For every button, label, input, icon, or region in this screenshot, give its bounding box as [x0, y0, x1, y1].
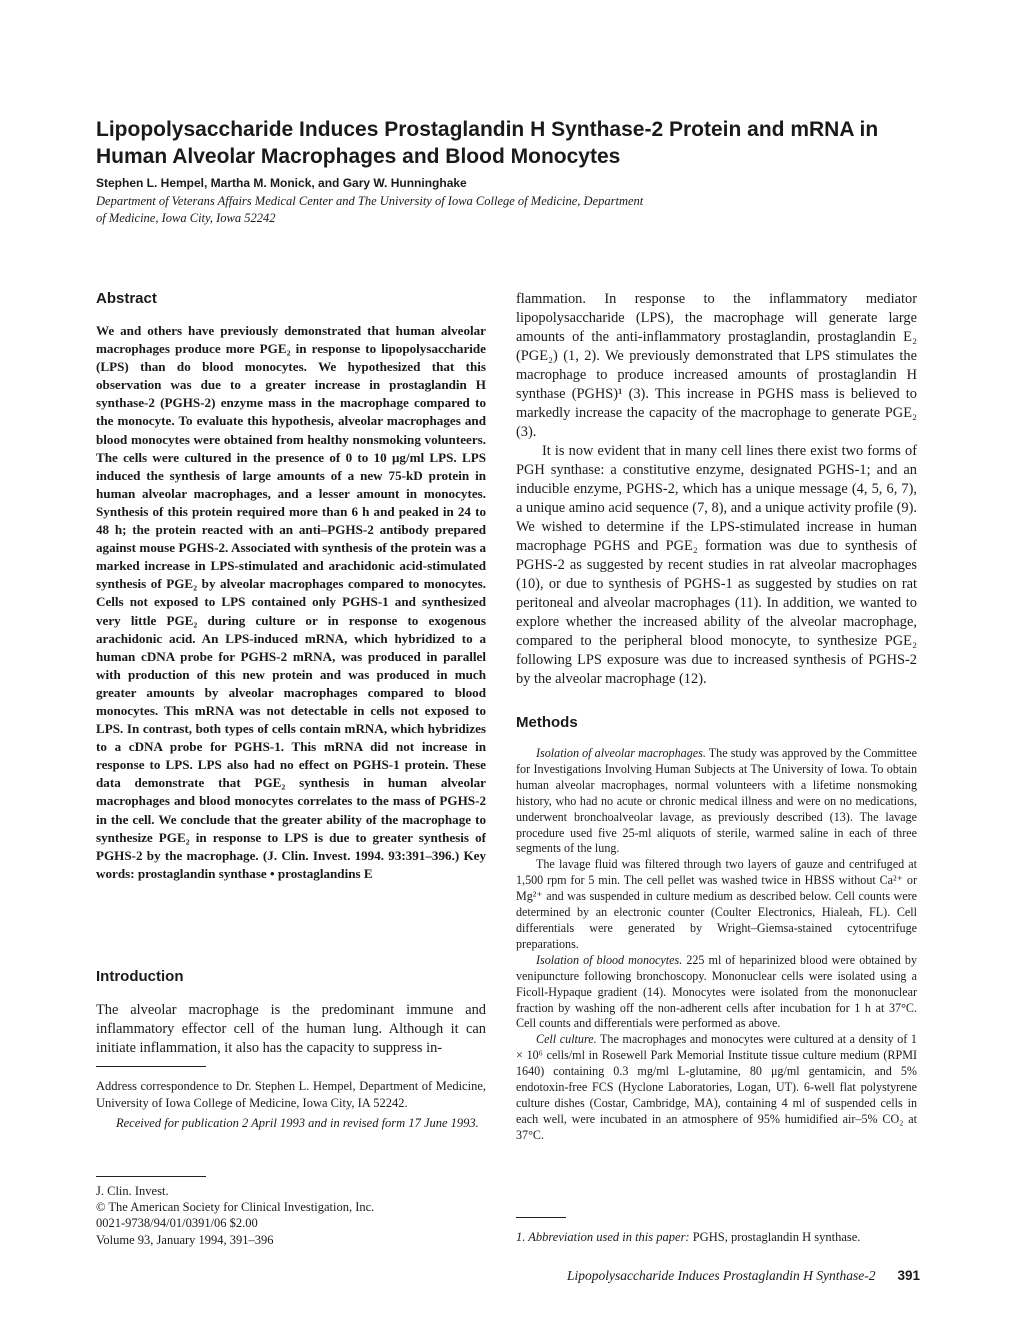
- running-title: Lipopolysaccharide Induces Prostaglandin H Synthase-2: [567, 1268, 876, 1283]
- running-footer: [500, 1268, 920, 1284]
- publication-info: [96, 1183, 486, 1248]
- received-note: Received for publication 2 April 1993 and in revised form 17 June 1993.: [116, 1116, 479, 1130]
- methods-heading: Methods: [516, 714, 578, 731]
- abstract-heading: Abstract: [96, 290, 157, 307]
- introduction-paragraph-2: It is now evident that in many cell lines there exist two forms of PGH synthase: a constitutive enzyme, designated PGHS-1; and an inducible enzyme, PGHS-2, which has a unique message (4, 5, 6, 7), a unique amino acid sequence (7, 8), and a unique activity profile (9). We wished to determine if the LPS-stimulated increase in human macrophage PGHS and PGE₂ formation was due to synthesis of PGHS-2 as suggested by recent studies in rat alveolar macrophages (10), or due to synthesis of PGHS-1 as suggested by studies on rat peritoneal and alveolar macrophages (11). In addition, we wanted to explore whether the increased ability of the alveolar macrophage, compared to the peripheral blood monocyte, to synthesize PGE₂ following LPS exposure was due to increased synthesis of PGHS-2 by the alveolar macrophage (12).: [516, 443, 917, 687]
- abbreviation-footnote: [516, 1229, 917, 1245]
- copyright-line: © The American Society for Clinical Investigation, Inc.: [96, 1200, 375, 1215]
- introduction-continued: [516, 290, 917, 689]
- volume-line: Volume 93, January 1994, 391–396: [96, 1232, 274, 1247]
- introduction-paragraph-1: The alveolar macrophage is the predominant immune and inflammatory effector cell of the human lung. Although it can initiate inflammation, it also has the capacity to suppress in-: [96, 1002, 486, 1056]
- affiliation: Department of Veterans Affairs Medical Center and The University of Iowa College of Medicine, Department of Medicine, Iowa City, Iowa 52242: [96, 194, 644, 225]
- alveolar-subheading: Isolation of alveolar macrophages.: [536, 746, 706, 760]
- methods-paragraph-monocytes: [516, 953, 917, 1033]
- author-list: Stephen L. Hempel, Martha M. Monick, and Gary W. Hunninghake: [96, 176, 467, 190]
- methods-section: [516, 714, 917, 1144]
- alveolar-text: The study was approved by the Committee for Investigations Involving Human Subjects at The University of Iowa. To obtain human alveolar macrophages, normal volunteers with a lifetime nonsmoking history, who had no acute or chronic medical illness and were on no medications, underwent bronchoalveolar lavage, as previously described (13). The lavage procedure used five 25-ml aliquots of sterile, warmed saline in each of three segments of the lung.: [516, 746, 917, 856]
- methods-paragraph-alveolar: [516, 746, 917, 857]
- abstract-section: [96, 290, 486, 883]
- footnote-label: 1. Abbreviation used in this paper:: [516, 1230, 690, 1244]
- notes-divider: [96, 1066, 206, 1067]
- monocytes-subheading: Isolation of blood monocytes.: [536, 952, 683, 967]
- culture-subheading: Cell culture.: [536, 1032, 597, 1047]
- pubinfo-divider: [96, 1176, 206, 1177]
- methods-paragraph-culture: [516, 1032, 917, 1143]
- issn-line: 0021-9738/94/01/0391/06 $2.00: [96, 1216, 258, 1231]
- correspondence-note: Address correspondence to Dr. Stephen L. Hempel, Department of Medicine, University of Iowa College of Medicine, Iowa City, IA 52242.: [96, 1079, 486, 1110]
- introduction-heading: Introduction: [96, 968, 184, 985]
- abstract-text: We and others have previously demonstrated that human alveolar macrophages produce more PGE₂ in response to lipopolysaccharide (LPS) than do blood monocytes. We hypothesized that this observation was due to a greater increase in prostaglandin H synthase-2 (PGHS-2) enzyme mass in the macrophage compared to the monocyte. To evaluate this hypothesis, alveolar macrophages and blood monocytes were obtained from healthy nonsmoking volunteers. The cells were cultured in the presence of 0 to 10 μg/ml LPS. LPS induced the synthesis of large amounts of a new 75-kD protein in human alveolar macrophages, and a lesser amount in monocytes. Synthesis of this protein required more than 6 h and peaked in 24 to 48 h; the protein reacted with an anti–PGHS-2 antibody prepared against mouse PGHS-2. Associated with synthesis of the protein was a marked increase in LPS-stimulated and arachidonic acid-stimulated synthesis of PGE₂ by alveolar macrophages compared to monocytes. Cells not exposed to LPS contained only PGHS-1 and synthesized very little PGE₂ during culture or in response to exogenous arachidonic acid. An LPS-induced mRNA, which hybridized to a human cDNA probe for PGHS-2 mRNA, was produced in parallel with production of this new protein and was produced in much greater amounts by alveolar macrophages compared to blood monocytes. This mRNA was not detectable in cells not exposed to LPS. In contrast, both types of cells contain mRNA, which hybridizes to a cDNA probe for PGHS-1. This mRNA did not increase in response to LPS. LPS also had no effect on PGHS-1 protein. These data demonstrate that PGE₂ synthesis in human alveolar macrophages and blood monocytes correlates to the mass of PGHS-2 in the cell. We conclude that the greater ability of the macrophage to synthesize PGE₂ in response to LPS is due to greater synthesis of PGHS-2 by the macrophage. (J. Clin. Invest. 1994. 93:391–396.) Key words: prostaglandin synthase • prostaglandins E: [96, 323, 486, 881]
- methods-paragraph-lavage: The lavage fluid was filtered through two layers of gauze and centrifuged at 1,500 rpm for 5 min. The cell pellet was washed twice in HBSS without Ca²⁺ or Mg²⁺ and was suspended in culture medium as described below. Cell counts were determined by an electronic counter (Coulter Electronics, Hialeah, FL). Cell differentials were generated by Wright–Giemsa-stained cytocentrifuge preparations.: [516, 857, 917, 951]
- footnote-section: [516, 1229, 917, 1245]
- monocytes-text: 225 ml of heparinized blood were obtained by venipuncture following bronchoscopy. Mononuclear cells were isolated using a Ficoll-Hypaque gradient (14). Monocytes were isolated from the mononuclear fraction by washing off the non-adherent cells after incubation for 1 h at 37°C. Cell counts and differentials were performed as above.: [516, 952, 918, 1031]
- page-number: 391: [897, 1268, 920, 1283]
- footnote-divider: [516, 1217, 566, 1218]
- article-title: Lipopolysaccharide Induces Prostaglandin H Synthase-2 Protein and mRNA in Human Alveolar Macrophages and Blood Monocytes: [96, 118, 879, 168]
- culture-text: The macrophages and monocytes were cultured at a density of 1 × 10⁶ cells/ml in Rosewell Park Memorial Institute tissue culture medium (RPMI 1640) containing 0.3 mg/ml L-glutamine, 80 μg/ml gentamicin, and 5% endotoxin-free FCS (Hyclone Laboratories, Logan, UT). 6-well flat polystyrene culture dishes (Costar, Cambridge, MA), containing 4 ml of suspended cells in each well, were incubated in an atmosphere of 95% humidified air–5% CO₂ at 37°C.: [516, 1032, 917, 1142]
- journal-abbrev: J. Clin. Invest.: [96, 1184, 169, 1198]
- footnote-text: PGHS, prostaglandin H synthase.: [689, 1230, 861, 1244]
- correspondence-notes: [96, 1078, 486, 1132]
- introduction-paragraph-1-continued: flammation. In response to the inflammatory mediator lipopolysaccharide (LPS), the macrophage will generate large amounts of the anti-inflammatory prostaglandin, prostaglandin E₂ (PGE₂) (1, 2). We previously demonstrated that LPS stimulates the macrophage to produce increased amounts of prostaglandin H synthase (PGHS)¹ (3). This increase in PGHS mass is believed to markedly increase the capacity of the macrophage to generate PGE₂ (3).: [516, 291, 917, 440]
- introduction-section: [96, 968, 486, 1058]
